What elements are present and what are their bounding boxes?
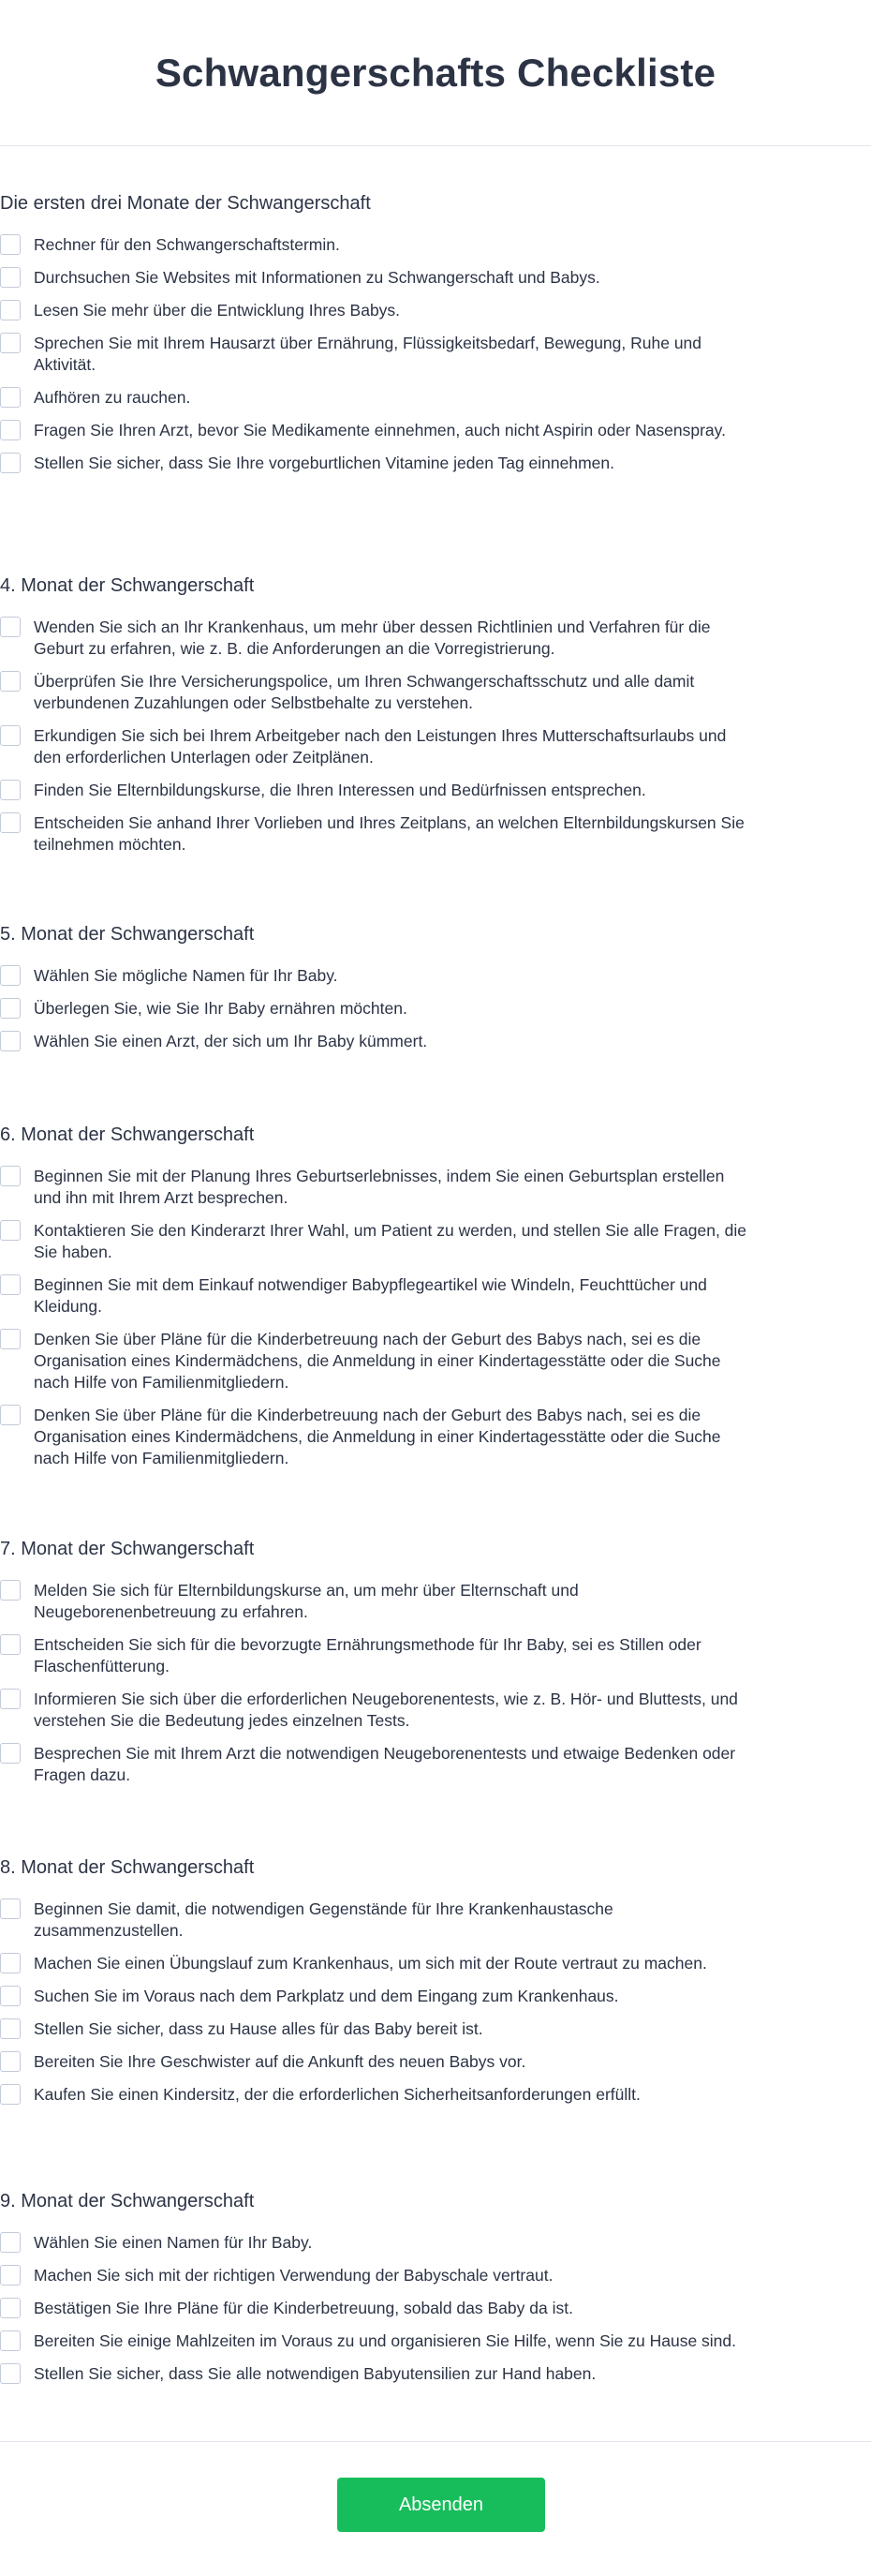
checkbox[interactable] bbox=[0, 1634, 21, 1655]
checklist-item[interactable] bbox=[0, 1953, 749, 1974]
checklist-item-label: Stellen Sie sicher, dass Sie Ihre vorgeburtlichen Vitamine jeden Tag einnehmen. bbox=[34, 454, 615, 472]
checklist-item[interactable] bbox=[0, 333, 749, 376]
section-month-7 bbox=[0, 1537, 749, 1786]
section-heading: 5. Monat der Schwangerschaft bbox=[0, 924, 255, 945]
checkbox[interactable] bbox=[0, 1405, 21, 1425]
checklist-items bbox=[0, 234, 749, 474]
checklist-items bbox=[0, 1580, 749, 1786]
checklist-item-label: Lesen Sie mehr über die Entwicklung Ihres Babys. bbox=[34, 301, 401, 320]
checkbox[interactable] bbox=[0, 1031, 21, 1051]
checkbox[interactable] bbox=[0, 1898, 21, 1919]
checklist-item[interactable] bbox=[0, 725, 749, 768]
checklist-item[interactable] bbox=[0, 2265, 749, 2286]
checklist-item-label: Rechner für den Schwangerschaftstermin. bbox=[34, 235, 340, 254]
checklist-item[interactable] bbox=[0, 671, 749, 714]
checklist-items bbox=[0, 1898, 749, 2106]
checklist-item-label: Überlegen Sie, wie Sie Ihr Baby ernähren möchten. bbox=[34, 999, 407, 1018]
checkbox[interactable] bbox=[0, 1329, 21, 1349]
checklist-item-label: Beginnen Sie damit, die notwendigen Gegenstände für Ihre Krankenhaustasche zusammenzustellen. bbox=[34, 1899, 613, 1940]
checklist-item-label: Entscheiden Sie sich für die bevorzugte Ernährungsmethode für Ihr Baby, sei es Stillen oder Flaschenfütterung. bbox=[34, 1635, 701, 1675]
checklist-item[interactable] bbox=[0, 1743, 749, 1786]
checkbox[interactable] bbox=[0, 2051, 21, 2072]
checklist-item[interactable] bbox=[0, 1986, 749, 2007]
checklist-item[interactable] bbox=[0, 780, 749, 801]
checklist-item-label: Kontaktieren Sie den Kinderarzt Ihrer Wahl, um Patient zu werden, und stellen Sie alle Fragen, die Sie haben. bbox=[34, 1221, 747, 1261]
checklist-item[interactable] bbox=[0, 1031, 749, 1052]
checklist-items bbox=[0, 1166, 749, 1469]
section-heading: 4. Monat der Schwangerschaft bbox=[0, 575, 255, 596]
checklist-item-label: Wählen Sie mögliche Namen für Ihr Baby. bbox=[34, 966, 338, 985]
checklist-item-label: Machen Sie einen Übungslauf zum Krankenhaus, um sich mit der Route vertraut zu machen. bbox=[34, 1954, 707, 1973]
checkbox[interactable] bbox=[0, 2084, 21, 2105]
checklist-item[interactable] bbox=[0, 420, 749, 441]
checklist-item[interactable] bbox=[0, 2084, 749, 2106]
checklist-item-label: Fragen Sie Ihren Arzt, bevor Sie Medikamente einnehmen, auch nicht Aspirin oder Nasenspray. bbox=[34, 421, 726, 439]
checkbox[interactable] bbox=[0, 671, 21, 692]
checklist-item[interactable] bbox=[0, 965, 749, 987]
checkbox[interactable] bbox=[0, 812, 21, 833]
section-month-5 bbox=[0, 922, 749, 1052]
checklist-item-label: Aufhören zu rauchen. bbox=[34, 388, 191, 407]
checklist-item[interactable] bbox=[0, 998, 749, 1020]
checklist-item[interactable] bbox=[0, 453, 749, 474]
checklist-item[interactable] bbox=[0, 617, 749, 660]
checklist-item[interactable] bbox=[0, 234, 749, 256]
checklist-item-label: Sprechen Sie mit Ihrem Hausarzt über Ernährung, Flüssigkeitsbedarf, Bewegung, Ruhe und Aktivität. bbox=[34, 334, 702, 374]
section-heading: 9. Monat der Schwangerschaft bbox=[0, 2191, 255, 2211]
section-first-trimester bbox=[0, 191, 749, 474]
checklist-item-label: Kaufen Sie einen Kindersitz, der die erforderlichen Sicherheitsanforderungen erfüllt. bbox=[34, 2085, 641, 2104]
checkbox[interactable] bbox=[0, 2363, 21, 2384]
checkbox[interactable] bbox=[0, 617, 21, 637]
checkbox[interactable] bbox=[0, 2018, 21, 2039]
checklist-item[interactable] bbox=[0, 300, 749, 321]
checklist-item-label: Überprüfen Sie Ihre Versicherungspolice, um Ihren Schwangerschaftsschutz und alle damit verbundenen Zuzahlungen oder Selbstbehalte zu verstehen. bbox=[34, 672, 695, 712]
checkbox[interactable] bbox=[0, 1953, 21, 1973]
checklist-item[interactable] bbox=[0, 1220, 749, 1263]
checkbox[interactable] bbox=[0, 780, 21, 800]
checklist-items bbox=[0, 617, 749, 856]
checkbox[interactable] bbox=[0, 965, 21, 986]
checklist-item-label: Denken Sie über Pläne für die Kinderbetreuung nach der Geburt des Babys nach, sei es die Organisation eines Kindermädchens, die Anmeldung in einer Kindertagesstätte oder die Suche nach Hilfe von Familienmitgliedern. bbox=[34, 1406, 721, 1467]
checklist-item[interactable] bbox=[0, 2018, 749, 2040]
section-month-9 bbox=[0, 2189, 749, 2385]
checkbox[interactable] bbox=[0, 333, 21, 353]
checkbox[interactable] bbox=[0, 2232, 21, 2253]
checkbox[interactable] bbox=[0, 267, 21, 288]
checklist-item-label: Bestätigen Sie Ihre Pläne für die Kinderbetreuung, sobald das Baby da ist. bbox=[34, 2299, 573, 2317]
checkbox[interactable] bbox=[0, 2298, 21, 2318]
page-title: Schwangerschafts Checkliste bbox=[155, 50, 716, 95]
checkbox[interactable] bbox=[0, 1689, 21, 1709]
checklist-item[interactable] bbox=[0, 2051, 749, 2073]
checkbox[interactable] bbox=[0, 1743, 21, 1764]
section-heading: Die ersten drei Monate der Schwangerschaft bbox=[0, 193, 371, 214]
checklist-item[interactable] bbox=[0, 2298, 749, 2319]
checkbox[interactable] bbox=[0, 1580, 21, 1601]
checklist-item[interactable] bbox=[0, 812, 749, 856]
checkbox[interactable] bbox=[0, 234, 21, 255]
checklist-item[interactable] bbox=[0, 2232, 749, 2254]
checklist-item-label: Besprechen Sie mit Ihrem Arzt die notwendigen Neugeborenentests und etwaige Bedenken oder Fragen dazu. bbox=[34, 1744, 736, 1784]
checklist-item-label: Machen Sie sich mit der richtigen Verwendung der Babyschale vertraut. bbox=[34, 2266, 554, 2285]
checklist-item-label: Bereiten Sie einige Mahlzeiten im Voraus zu und organisieren Sie Hilfe, wenn Sie zu Hause sind. bbox=[34, 2331, 737, 2350]
checkbox[interactable] bbox=[0, 1166, 21, 1186]
checklist-item-label: Informieren Sie sich über die erforderlichen Neugeborenentests, wie z. B. Hör- und Bluttests, und verstehen Sie die Bedeutung jedes einzelnen Tests. bbox=[34, 1690, 738, 1730]
section-month-4 bbox=[0, 573, 749, 856]
checklist-items bbox=[0, 2232, 749, 2385]
form-footer bbox=[0, 2441, 871, 2576]
checklist-item-label: Beginnen Sie mit dem Einkauf notwendiger Babypflegeartikel wie Windeln, Feuchttücher und Kleidung. bbox=[34, 1275, 707, 1316]
checklist-item-label: Denken Sie über Pläne für die Kinderbetreuung nach der Geburt des Babys nach, sei es die Organisation eines Kindermädchens, die Anmeldung in einer Kindertagesstätte oder die Suche nach Hilfe von Familienmitgliedern. bbox=[34, 1330, 721, 1392]
checklist-item-label: Wählen Sie einen Namen für Ihr Baby. bbox=[34, 2233, 313, 2252]
checklist-item[interactable] bbox=[0, 1634, 749, 1677]
checkbox[interactable] bbox=[0, 1986, 21, 2006]
checklist-item-label: Wählen Sie einen Arzt, der sich um Ihr Baby kümmert. bbox=[34, 1032, 428, 1050]
checklist-item[interactable] bbox=[0, 1166, 749, 1209]
checklist-item[interactable] bbox=[0, 1405, 749, 1469]
checklist-item[interactable] bbox=[0, 2363, 749, 2385]
checklist-item-label: Durchsuchen Sie Websites mit Informationen zu Schwangerschaft und Babys. bbox=[34, 268, 600, 287]
checklist-item[interactable] bbox=[0, 387, 749, 409]
checkbox[interactable] bbox=[0, 420, 21, 440]
checklist-item[interactable] bbox=[0, 1274, 749, 1318]
checkbox[interactable] bbox=[0, 998, 21, 1019]
checkbox[interactable] bbox=[0, 2330, 21, 2351]
checklist-item-label: Stellen Sie sicher, dass zu Hause alles für das Baby bereit ist. bbox=[34, 2019, 483, 2038]
checklist-item-label: Melden Sie sich für Elternbildungskurse an, um mehr über Elternschaft und Neugeborenenbetreuung zu erfahren. bbox=[34, 1581, 579, 1621]
checklist-item[interactable] bbox=[0, 1898, 749, 1942]
checklist-item-label: Wenden Sie sich an Ihr Krankenhaus, um mehr über dessen Richtlinien und Verfahren für die Geburt zu erfahren, wie z. B. die Anforderungen an die Vorregistrierung. bbox=[34, 618, 711, 658]
section-heading: 8. Monat der Schwangerschaft bbox=[0, 1857, 255, 1878]
checkbox[interactable] bbox=[0, 1220, 21, 1241]
checkbox[interactable] bbox=[0, 387, 21, 408]
section-heading: 6. Monat der Schwangerschaft bbox=[0, 1124, 255, 1145]
submit-button[interactable]: Absenden bbox=[337, 2478, 545, 2532]
checklist-items bbox=[0, 965, 749, 1052]
checklist-item-label: Finden Sie Elternbildungskurse, die Ihren Interessen und Bedürfnissen entsprechen. bbox=[34, 781, 646, 799]
checklist-item[interactable] bbox=[0, 1689, 749, 1732]
checklist-item[interactable] bbox=[0, 1580, 749, 1623]
checkbox[interactable] bbox=[0, 1274, 21, 1295]
checklist-item-label: Beginnen Sie mit der Planung Ihres Geburtserlebnisses, indem Sie einen Geburtsplan erstellen und ihn mit Ihrem Arzt besprechen. bbox=[34, 1167, 725, 1207]
section-heading: 7. Monat der Schwangerschaft bbox=[0, 1539, 255, 1559]
checklist-form bbox=[0, 146, 871, 2442]
checklist-item-label: Entscheiden Sie anhand Ihrer Vorlieben und Ihres Zeitplans, an welchen Elternbildungskursen Sie teilnehmen möchten. bbox=[34, 813, 745, 854]
checklist-item[interactable] bbox=[0, 2330, 749, 2352]
page-header bbox=[0, 0, 871, 146]
checklist-item[interactable] bbox=[0, 267, 749, 289]
checkbox[interactable] bbox=[0, 300, 21, 320]
checkbox[interactable] bbox=[0, 2265, 21, 2286]
checklist-item-label: Suchen Sie im Voraus nach dem Parkplatz und dem Eingang zum Krankenhaus. bbox=[34, 1987, 619, 2005]
checkbox[interactable] bbox=[0, 725, 21, 746]
checklist-item-label: Stellen Sie sicher, dass Sie alle notwendigen Babyutensilien zur Hand haben. bbox=[34, 2364, 597, 2383]
checklist-item-label: Bereiten Sie Ihre Geschwister auf die Ankunft des neuen Babys vor. bbox=[34, 2052, 526, 2071]
checklist-item[interactable] bbox=[0, 1329, 749, 1393]
section-month-8 bbox=[0, 1855, 749, 2106]
section-month-6 bbox=[0, 1123, 749, 1469]
checkbox[interactable] bbox=[0, 453, 21, 473]
checklist-item-label: Erkundigen Sie sich bei Ihrem Arbeitgeber nach den Leistungen Ihres Mutterschaftsurlaubs und den erforderlichen Unterlagen oder Zeitplänen. bbox=[34, 726, 727, 767]
